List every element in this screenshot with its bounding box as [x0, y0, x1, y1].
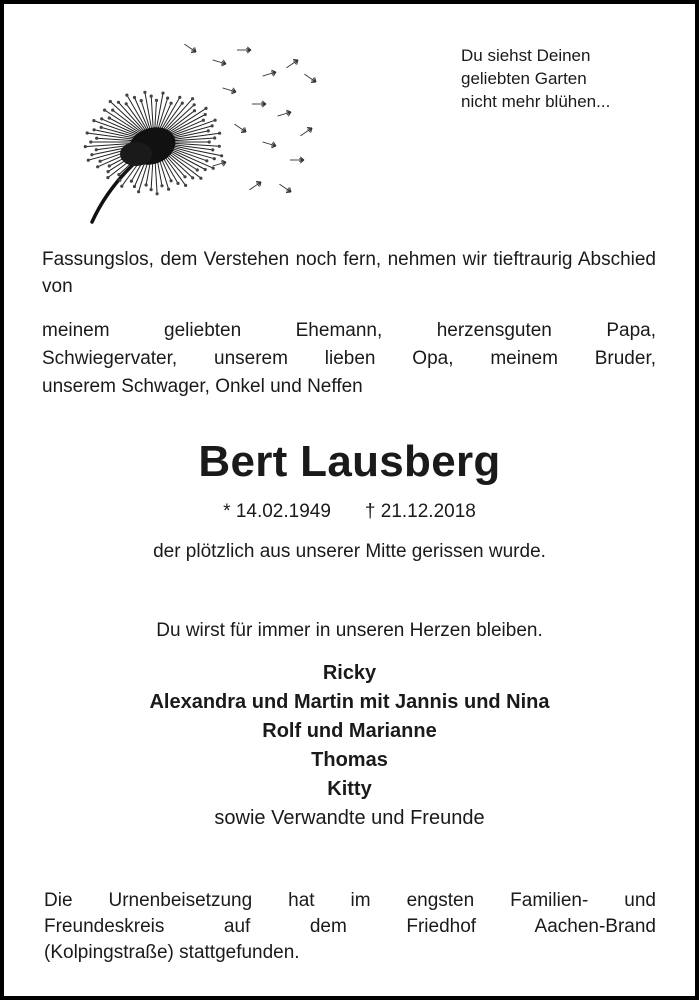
burial-note [44, 888, 656, 966]
relations-text [42, 317, 656, 401]
circumstance-text: der plötzlich aus unserer Mitte gerissen wurde. [153, 541, 546, 562]
motto-line: Du siehst Deinen [461, 46, 591, 65]
motto-line: geliebten Garten [461, 69, 587, 88]
mourner-name: Rolf und Marianne [262, 720, 437, 742]
dandelion-icon [76, 42, 326, 227]
burial-line: Die Urnenbeisetzung hat im engsten Familien- und [44, 890, 656, 911]
relations-line: unserem Schwager, Onkel und Neffen [42, 376, 363, 397]
relations-line: Schwiegervater, unserem lieben Opa, meinem Bruder, [42, 348, 656, 369]
relations-line: meinem geliebten Ehemann, herzensguten Papa, [42, 320, 656, 341]
mourner-name: Thomas [311, 749, 388, 771]
relatives-line: sowie Verwandte und Freunde [214, 807, 485, 829]
mourner-name: Alexandra und Martin mit Jannis und Nina [149, 691, 550, 713]
death-date: † 21.12.2018 [364, 501, 476, 522]
motto-quote [461, 44, 610, 113]
deceased-name: Bert Lausberg [198, 437, 501, 486]
burial-line: Freundeskreis auf dem Friedhof Aachen-Brand [44, 916, 656, 937]
mourner-name: Ricky [322, 662, 377, 684]
life-dates [4, 499, 695, 525]
farewell-text: Du wirst für immer in unseren Herzen bleiben. [156, 620, 543, 641]
mourner-name: Kitty [327, 778, 372, 800]
birth-date: * 14.02.1949 [223, 501, 331, 522]
intro-text: Fassungslos, dem Verstehen noch fern, nehmen wir tieftraurig Abschied von [42, 249, 656, 297]
burial-line: (Kolpingstraße) stattgefunden. [44, 942, 300, 963]
motto-line: nicht mehr blühen... [461, 92, 611, 111]
mourners-list [4, 659, 695, 833]
